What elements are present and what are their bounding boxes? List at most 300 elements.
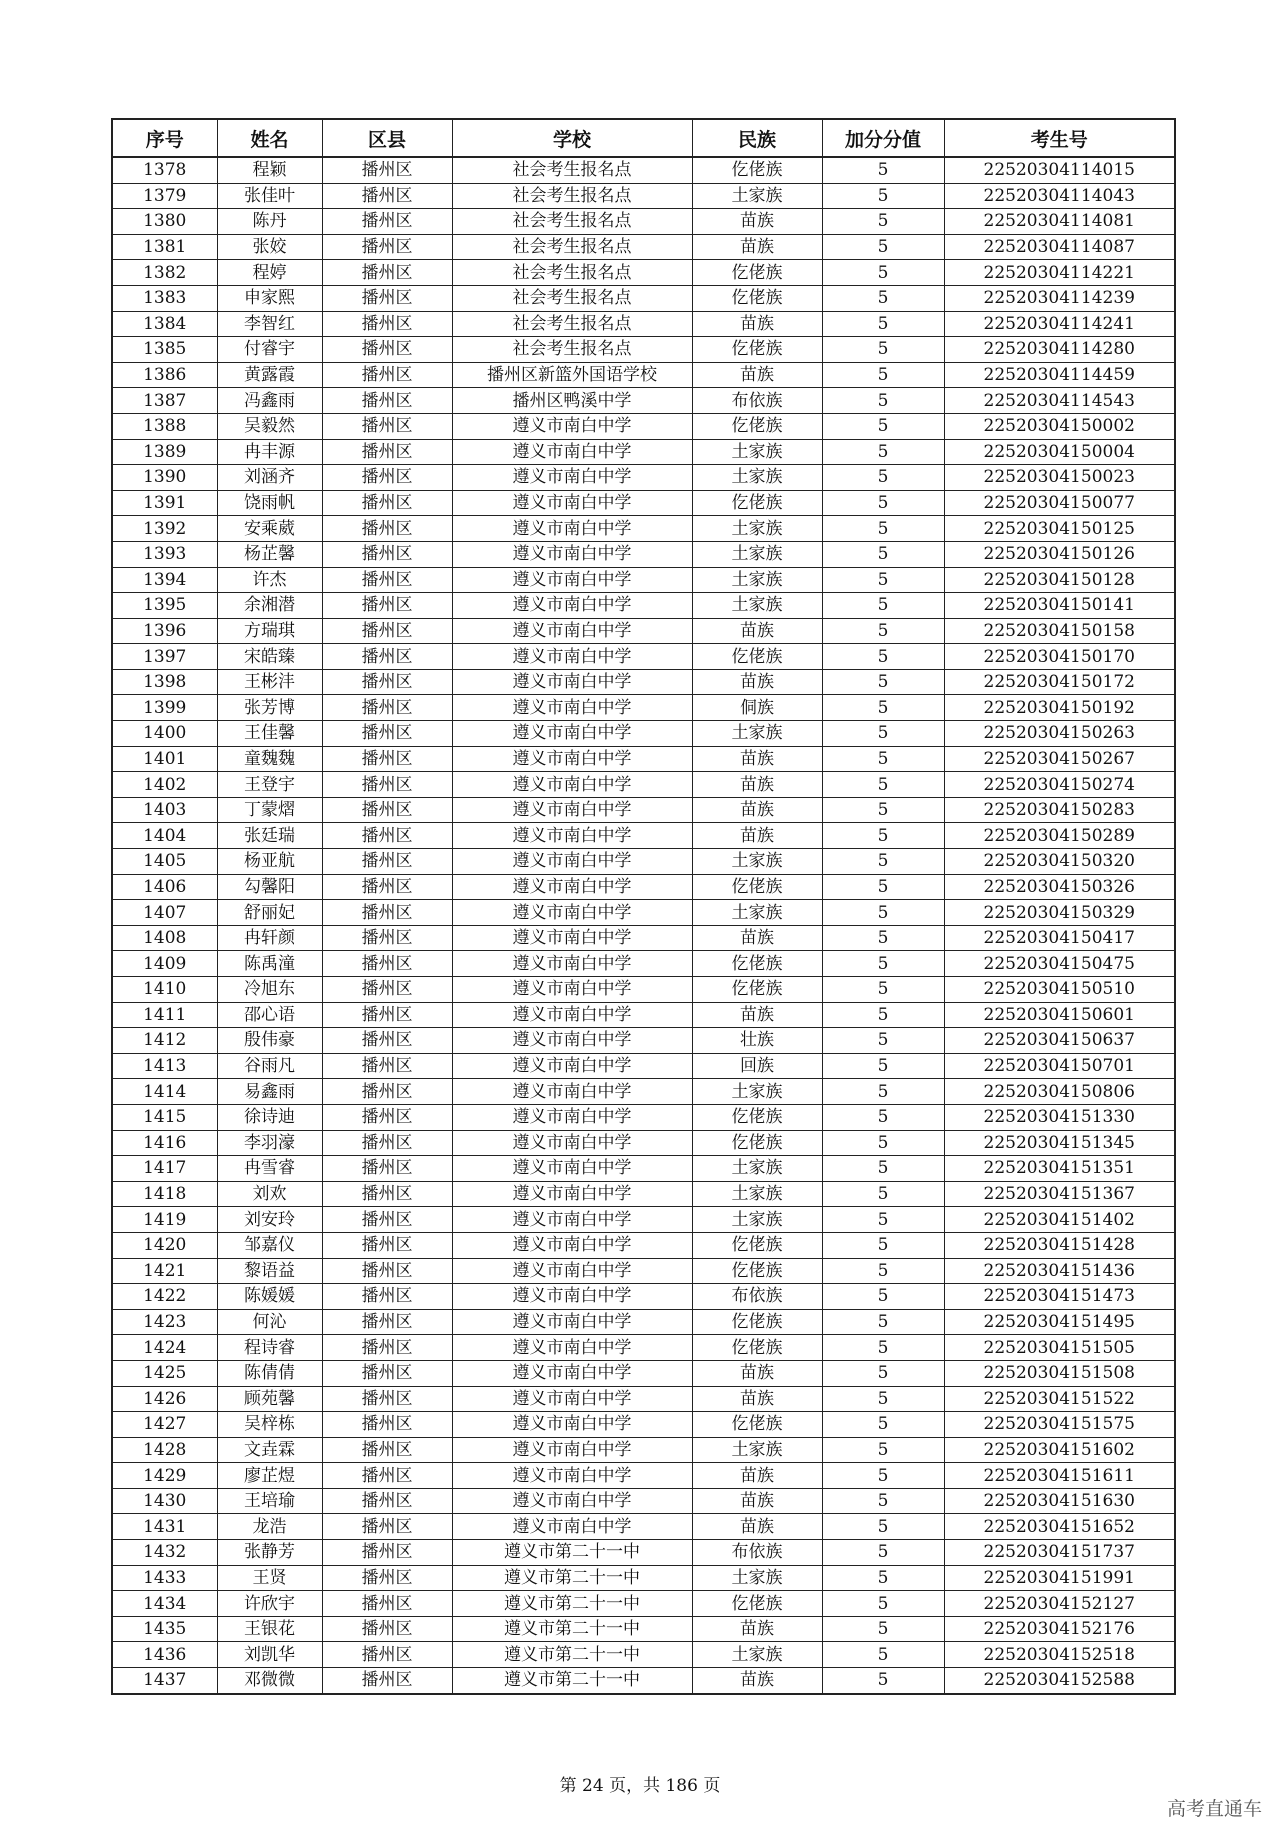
table-row <box>112 593 1175 619</box>
cell-district: 播州区 <box>322 260 452 286</box>
cell-ethnicity: 苗族 <box>692 209 822 235</box>
cell-ethnicity: 苗族 <box>692 1514 822 1540</box>
cell-district: 播州区 <box>322 1181 452 1207</box>
cell-name: 杨芷馨 <box>217 541 322 567</box>
cell-school: 遵义市南白中学 <box>452 490 692 516</box>
cell-exam-id: 22520304114081 <box>944 209 1175 235</box>
cell-exam-id: 22520304152588 <box>944 1668 1175 1694</box>
table-row <box>112 1309 1175 1335</box>
cell-ethnicity: 土家族 <box>692 1642 822 1668</box>
cell-bonus: 5 <box>822 285 944 311</box>
cell-bonus: 5 <box>822 618 944 644</box>
cell-ethnicity: 土家族 <box>692 541 822 567</box>
table-row <box>112 183 1175 209</box>
table-row <box>112 1540 1175 1566</box>
cell-ethnicity: 仡佬族 <box>692 1258 822 1284</box>
cell-school: 遵义市南白中学 <box>452 695 692 721</box>
cell-name: 张廷瑞 <box>217 823 322 849</box>
cell-school: 遵义市南白中学 <box>452 1463 692 1489</box>
cell-seq: 1394 <box>112 567 217 593</box>
cell-exam-id: 22520304152518 <box>944 1642 1175 1668</box>
table-row <box>112 1616 1175 1642</box>
cell-school: 遵义市南白中学 <box>452 618 692 644</box>
table-row <box>112 157 1175 183</box>
cell-bonus: 5 <box>822 362 944 388</box>
cell-bonus: 5 <box>822 849 944 875</box>
cell-name: 顾苑馨 <box>217 1386 322 1412</box>
cell-ethnicity: 布依族 <box>692 388 822 414</box>
cell-ethnicity: 苗族 <box>692 797 822 823</box>
cell-exam-id: 22520304150701 <box>944 1053 1175 1079</box>
cell-name: 吴梓栋 <box>217 1412 322 1438</box>
cell-school: 遵义市南白中学 <box>452 1002 692 1028</box>
cell-school: 社会考生报名点 <box>452 260 692 286</box>
cell-seq: 1391 <box>112 490 217 516</box>
cell-ethnicity: 土家族 <box>692 465 822 491</box>
cell-school: 遵义市南白中学 <box>452 1360 692 1386</box>
cell-ethnicity: 土家族 <box>692 567 822 593</box>
cell-seq: 1398 <box>112 669 217 695</box>
cell-seq: 1418 <box>112 1181 217 1207</box>
cell-seq: 1402 <box>112 772 217 798</box>
table-row <box>112 1156 1175 1182</box>
cell-ethnicity: 仡佬族 <box>692 951 822 977</box>
cell-bonus: 5 <box>822 772 944 798</box>
cell-seq: 1400 <box>112 721 217 747</box>
cell-ethnicity: 苗族 <box>692 823 822 849</box>
cell-ethnicity: 土家族 <box>692 900 822 926</box>
cell-exam-id: 22520304114239 <box>944 285 1175 311</box>
cell-exam-id: 22520304151495 <box>944 1309 1175 1335</box>
cell-exam-id: 22520304151345 <box>944 1130 1175 1156</box>
cell-exam-id: 22520304150004 <box>944 439 1175 465</box>
cell-district: 播州区 <box>322 1002 452 1028</box>
cell-exam-id: 22520304150158 <box>944 618 1175 644</box>
cell-bonus: 5 <box>822 1463 944 1489</box>
cell-district: 播州区 <box>322 746 452 772</box>
cell-school: 遵义市南白中学 <box>452 925 692 951</box>
cell-exam-id: 22520304151630 <box>944 1488 1175 1514</box>
table-row <box>112 1053 1175 1079</box>
cell-school: 社会考生报名点 <box>452 183 692 209</box>
cell-school: 遵义市南白中学 <box>452 1309 692 1335</box>
cell-bonus: 5 <box>822 234 944 260</box>
cell-exam-id: 22520304150172 <box>944 669 1175 695</box>
cell-district: 播州区 <box>322 362 452 388</box>
cell-ethnicity: 布依族 <box>692 1540 822 1566</box>
cell-bonus: 5 <box>822 1514 944 1540</box>
cell-district: 播州区 <box>322 413 452 439</box>
cell-school: 遵义市南白中学 <box>452 1079 692 1105</box>
cell-seq: 1390 <box>112 465 217 491</box>
cell-school: 遵义市第二十一中 <box>452 1591 692 1617</box>
cell-exam-id: 22520304151428 <box>944 1232 1175 1258</box>
header-ethnicity: 民族 <box>692 119 822 157</box>
cell-school: 社会考生报名点 <box>452 157 692 183</box>
cell-district: 播州区 <box>322 644 452 670</box>
table-row <box>112 1335 1175 1361</box>
cell-seq: 1392 <box>112 516 217 542</box>
cell-exam-id: 22520304150267 <box>944 746 1175 772</box>
table-row <box>112 669 1175 695</box>
cell-exam-id: 22520304151602 <box>944 1437 1175 1463</box>
cell-name: 龙浩 <box>217 1514 322 1540</box>
cell-name: 文垚霖 <box>217 1437 322 1463</box>
cell-bonus: 5 <box>822 1412 944 1438</box>
cell-exam-id: 22520304150283 <box>944 797 1175 823</box>
cell-bonus: 5 <box>822 1002 944 1028</box>
cell-school: 播州区鸭溪中学 <box>452 388 692 414</box>
cell-ethnicity: 仡佬族 <box>692 490 822 516</box>
watermark-logo-text: 高考直通车 <box>1166 1798 1262 1820</box>
cell-seq: 1388 <box>112 413 217 439</box>
cell-bonus: 5 <box>822 1053 944 1079</box>
cell-exam-id: 22520304114087 <box>944 234 1175 260</box>
cell-name: 张静芳 <box>217 1540 322 1566</box>
cell-seq: 1404 <box>112 823 217 849</box>
cell-bonus: 5 <box>822 567 944 593</box>
table-row <box>112 618 1175 644</box>
cell-ethnicity: 仡佬族 <box>692 1412 822 1438</box>
cell-exam-id: 22520304151575 <box>944 1412 1175 1438</box>
cell-bonus: 5 <box>822 1591 944 1617</box>
cell-school: 社会考生报名点 <box>452 234 692 260</box>
cell-district: 播州区 <box>322 1463 452 1489</box>
cell-seq: 1399 <box>112 695 217 721</box>
cell-seq: 1405 <box>112 849 217 875</box>
cell-bonus: 5 <box>822 439 944 465</box>
cell-school: 社会考生报名点 <box>452 209 692 235</box>
cell-school: 遵义市南白中学 <box>452 1053 692 1079</box>
cell-bonus: 5 <box>822 1488 944 1514</box>
table-row <box>112 388 1175 414</box>
cell-seq: 1433 <box>112 1565 217 1591</box>
cell-seq: 1419 <box>112 1207 217 1233</box>
cell-school: 遵义市南白中学 <box>452 1104 692 1130</box>
cell-name: 李羽濠 <box>217 1130 322 1156</box>
table-row <box>112 311 1175 337</box>
cell-name: 申家熙 <box>217 285 322 311</box>
cell-seq: 1412 <box>112 1028 217 1054</box>
cell-district: 播州区 <box>322 1028 452 1054</box>
table-row <box>112 900 1175 926</box>
table-body <box>112 157 1175 1694</box>
cell-bonus: 5 <box>822 388 944 414</box>
cell-district: 播州区 <box>322 951 452 977</box>
cell-seq: 1420 <box>112 1232 217 1258</box>
cell-name: 邹嘉仪 <box>217 1232 322 1258</box>
table-row <box>112 1079 1175 1105</box>
table-header <box>112 119 1175 157</box>
cell-ethnicity: 苗族 <box>692 1616 822 1642</box>
cell-school: 遵义市南白中学 <box>452 874 692 900</box>
cell-ethnicity: 苗族 <box>692 362 822 388</box>
cell-name: 殷伟豪 <box>217 1028 322 1054</box>
cell-exam-id: 22520304150601 <box>944 1002 1175 1028</box>
table-row <box>112 1130 1175 1156</box>
cell-bonus: 5 <box>822 593 944 619</box>
cell-ethnicity: 苗族 <box>692 1668 822 1694</box>
cell-school: 遵义市南白中学 <box>452 951 692 977</box>
cell-ethnicity: 布依族 <box>692 1284 822 1310</box>
cell-school: 遵义市第二十一中 <box>452 1642 692 1668</box>
cell-district: 播州区 <box>322 1642 452 1668</box>
cell-seq: 1432 <box>112 1540 217 1566</box>
cell-district: 播州区 <box>322 721 452 747</box>
cell-district: 播州区 <box>322 925 452 951</box>
cell-name: 冯鑫雨 <box>217 388 322 414</box>
cell-seq: 1421 <box>112 1258 217 1284</box>
cell-school: 遵义市第二十一中 <box>452 1668 692 1694</box>
cell-seq: 1401 <box>112 746 217 772</box>
cell-district: 播州区 <box>322 1514 452 1540</box>
cell-seq: 1435 <box>112 1616 217 1642</box>
cell-ethnicity: 仡佬族 <box>692 1104 822 1130</box>
cell-name: 程诗睿 <box>217 1335 322 1361</box>
cell-bonus: 5 <box>822 1079 944 1105</box>
cell-exam-id: 22520304151473 <box>944 1284 1175 1310</box>
cell-bonus: 5 <box>822 1309 944 1335</box>
cell-exam-id: 22520304114459 <box>944 362 1175 388</box>
cell-exam-id: 22520304151367 <box>944 1181 1175 1207</box>
cell-exam-id: 22520304152176 <box>944 1616 1175 1642</box>
cell-exam-id: 22520304150170 <box>944 644 1175 670</box>
cell-ethnicity: 仡佬族 <box>692 644 822 670</box>
cell-seq: 1429 <box>112 1463 217 1489</box>
cell-name: 陈禹潼 <box>217 951 322 977</box>
cell-name: 安乘葳 <box>217 516 322 542</box>
cell-district: 播州区 <box>322 797 452 823</box>
cell-exam-id: 22520304114043 <box>944 183 1175 209</box>
cell-name: 王佳馨 <box>217 721 322 747</box>
cell-name: 冉轩颜 <box>217 925 322 951</box>
cell-school: 遵义市南白中学 <box>452 1258 692 1284</box>
header-district: 区县 <box>322 119 452 157</box>
cell-ethnicity: 苗族 <box>692 1463 822 1489</box>
cell-seq: 1411 <box>112 1002 217 1028</box>
table-row <box>112 1002 1175 1028</box>
cell-seq: 1413 <box>112 1053 217 1079</box>
cell-school: 遵义市南白中学 <box>452 746 692 772</box>
cell-exam-id: 22520304114241 <box>944 311 1175 337</box>
cell-ethnicity: 苗族 <box>692 1386 822 1412</box>
cell-name: 童魏魏 <box>217 746 322 772</box>
cell-exam-id: 22520304151330 <box>944 1104 1175 1130</box>
cell-school: 遵义市南白中学 <box>452 644 692 670</box>
cell-bonus: 5 <box>822 977 944 1003</box>
cell-name: 舒丽妃 <box>217 900 322 926</box>
cell-bonus: 5 <box>822 516 944 542</box>
cell-exam-id: 22520304150126 <box>944 541 1175 567</box>
cell-exam-id: 22520304151611 <box>944 1463 1175 1489</box>
cell-district: 播州区 <box>322 1130 452 1156</box>
cell-district: 播州区 <box>322 234 452 260</box>
cell-bonus: 5 <box>822 823 944 849</box>
cell-seq: 1386 <box>112 362 217 388</box>
cell-name: 刘欢 <box>217 1181 322 1207</box>
cell-district: 播州区 <box>322 1207 452 1233</box>
cell-exam-id: 22520304150326 <box>944 874 1175 900</box>
cell-name: 何沁 <box>217 1309 322 1335</box>
cell-school: 遵义市南白中学 <box>452 1488 692 1514</box>
cell-ethnicity: 土家族 <box>692 516 822 542</box>
cell-district: 播州区 <box>322 1104 452 1130</box>
cell-bonus: 5 <box>822 337 944 363</box>
table-row <box>112 1181 1175 1207</box>
cell-school: 社会考生报名点 <box>452 311 692 337</box>
table-row <box>112 1258 1175 1284</box>
cell-bonus: 5 <box>822 797 944 823</box>
cell-name: 陈丹 <box>217 209 322 235</box>
cell-bonus: 5 <box>822 1104 944 1130</box>
cell-seq: 1408 <box>112 925 217 951</box>
cell-bonus: 5 <box>822 1232 944 1258</box>
cell-school: 遵义市南白中学 <box>452 797 692 823</box>
cell-bonus: 5 <box>822 1181 944 1207</box>
table-row <box>112 285 1175 311</box>
cell-ethnicity: 土家族 <box>692 1079 822 1105</box>
cell-exam-id: 22520304151991 <box>944 1565 1175 1591</box>
cell-name: 杨亚航 <box>217 849 322 875</box>
cell-district: 播州区 <box>322 337 452 363</box>
cell-ethnicity: 苗族 <box>692 1002 822 1028</box>
cell-seq: 1379 <box>112 183 217 209</box>
cell-seq: 1422 <box>112 1284 217 1310</box>
cell-seq: 1437 <box>112 1668 217 1694</box>
table-row <box>112 337 1175 363</box>
header-row <box>112 119 1175 157</box>
cell-school: 遵义市南白中学 <box>452 1437 692 1463</box>
cell-district: 播州区 <box>322 567 452 593</box>
table-row <box>112 260 1175 286</box>
cell-district: 播州区 <box>322 1335 452 1361</box>
cell-seq: 1389 <box>112 439 217 465</box>
cell-school: 遵义市南白中学 <box>452 1156 692 1182</box>
cell-school: 社会考生报名点 <box>452 285 692 311</box>
cell-district: 播州区 <box>322 465 452 491</box>
cell-district: 播州区 <box>322 311 452 337</box>
cell-exam-id: 22520304150475 <box>944 951 1175 977</box>
cell-school: 社会考生报名点 <box>452 337 692 363</box>
cell-bonus: 5 <box>822 465 944 491</box>
cell-ethnicity: 回族 <box>692 1053 822 1079</box>
cell-ethnicity: 土家族 <box>692 593 822 619</box>
cell-exam-id: 22520304151436 <box>944 1258 1175 1284</box>
table-row <box>112 977 1175 1003</box>
cell-exam-id: 22520304114543 <box>944 388 1175 414</box>
cell-district: 播州区 <box>322 439 452 465</box>
cell-name: 邵心语 <box>217 1002 322 1028</box>
header-bonus: 加分分值 <box>822 119 944 157</box>
table-row <box>112 1386 1175 1412</box>
cell-name: 饶雨帆 <box>217 490 322 516</box>
table-row <box>112 1360 1175 1386</box>
cell-name: 程婷 <box>217 260 322 286</box>
cell-seq: 1428 <box>112 1437 217 1463</box>
cell-ethnicity: 仡佬族 <box>692 1591 822 1617</box>
cell-exam-id: 22520304150329 <box>944 900 1175 926</box>
cell-seq: 1424 <box>112 1335 217 1361</box>
cell-name: 方瑞琪 <box>217 618 322 644</box>
cell-exam-id: 22520304152127 <box>944 1591 1175 1617</box>
cell-district: 播州区 <box>322 1616 452 1642</box>
cell-bonus: 5 <box>822 900 944 926</box>
table-row <box>112 1104 1175 1130</box>
cell-name: 廖芷煜 <box>217 1463 322 1489</box>
cell-school: 遵义市南白中学 <box>452 772 692 798</box>
cell-district: 播州区 <box>322 285 452 311</box>
cell-name: 李智红 <box>217 311 322 337</box>
cell-name: 付睿宇 <box>217 337 322 363</box>
cell-district: 播州区 <box>322 772 452 798</box>
cell-bonus: 5 <box>822 695 944 721</box>
cell-exam-id: 22520304150289 <box>944 823 1175 849</box>
table-row <box>112 490 1175 516</box>
cell-name: 陈媛媛 <box>217 1284 322 1310</box>
cell-ethnicity: 仡佬族 <box>692 260 822 286</box>
cell-ethnicity: 土家族 <box>692 1565 822 1591</box>
table-row <box>112 1028 1175 1054</box>
table-row <box>112 874 1175 900</box>
cell-exam-id: 22520304150417 <box>944 925 1175 951</box>
cell-bonus: 5 <box>822 1130 944 1156</box>
cell-bonus: 5 <box>822 874 944 900</box>
table-row <box>112 567 1175 593</box>
cell-ethnicity: 侗族 <box>692 695 822 721</box>
cell-seq: 1385 <box>112 337 217 363</box>
table-row <box>112 413 1175 439</box>
cell-bonus: 5 <box>822 1642 944 1668</box>
table-row <box>112 797 1175 823</box>
cell-district: 播州区 <box>322 1284 452 1310</box>
cell-exam-id: 22520304151522 <box>944 1386 1175 1412</box>
cell-name: 徐诗迪 <box>217 1104 322 1130</box>
cell-exam-id: 22520304150125 <box>944 516 1175 542</box>
cell-name: 邓微微 <box>217 1668 322 1694</box>
cell-school: 遵义市南白中学 <box>452 721 692 747</box>
cell-name: 冉丰源 <box>217 439 322 465</box>
cell-name: 冉雪睿 <box>217 1156 322 1182</box>
cell-school: 遵义市南白中学 <box>452 823 692 849</box>
cell-ethnicity: 苗族 <box>692 925 822 951</box>
cell-bonus: 5 <box>822 157 944 183</box>
score-table <box>111 118 1176 1695</box>
cell-ethnicity: 苗族 <box>692 1360 822 1386</box>
cell-district: 播州区 <box>322 1079 452 1105</box>
cell-bonus: 5 <box>822 1335 944 1361</box>
cell-name: 王登宇 <box>217 772 322 798</box>
cell-name: 许杰 <box>217 567 322 593</box>
cell-school: 遵义市南白中学 <box>452 1130 692 1156</box>
cell-seq: 1430 <box>112 1488 217 1514</box>
cell-seq: 1382 <box>112 260 217 286</box>
cell-seq: 1425 <box>112 1360 217 1386</box>
cell-district: 播州区 <box>322 849 452 875</box>
cell-exam-id: 22520304151351 <box>944 1156 1175 1182</box>
table-row <box>112 362 1175 388</box>
cell-school: 遵义市南白中学 <box>452 1514 692 1540</box>
cell-exam-id: 22520304151402 <box>944 1207 1175 1233</box>
cell-ethnicity: 仡佬族 <box>692 977 822 1003</box>
cell-district: 播州区 <box>322 1258 452 1284</box>
cell-seq: 1393 <box>112 541 217 567</box>
cell-district: 播州区 <box>322 1412 452 1438</box>
table-row <box>112 465 1175 491</box>
table-row <box>112 721 1175 747</box>
cell-ethnicity: 土家族 <box>692 849 822 875</box>
cell-bonus: 5 <box>822 1616 944 1642</box>
cell-exam-id: 22520304150263 <box>944 721 1175 747</box>
